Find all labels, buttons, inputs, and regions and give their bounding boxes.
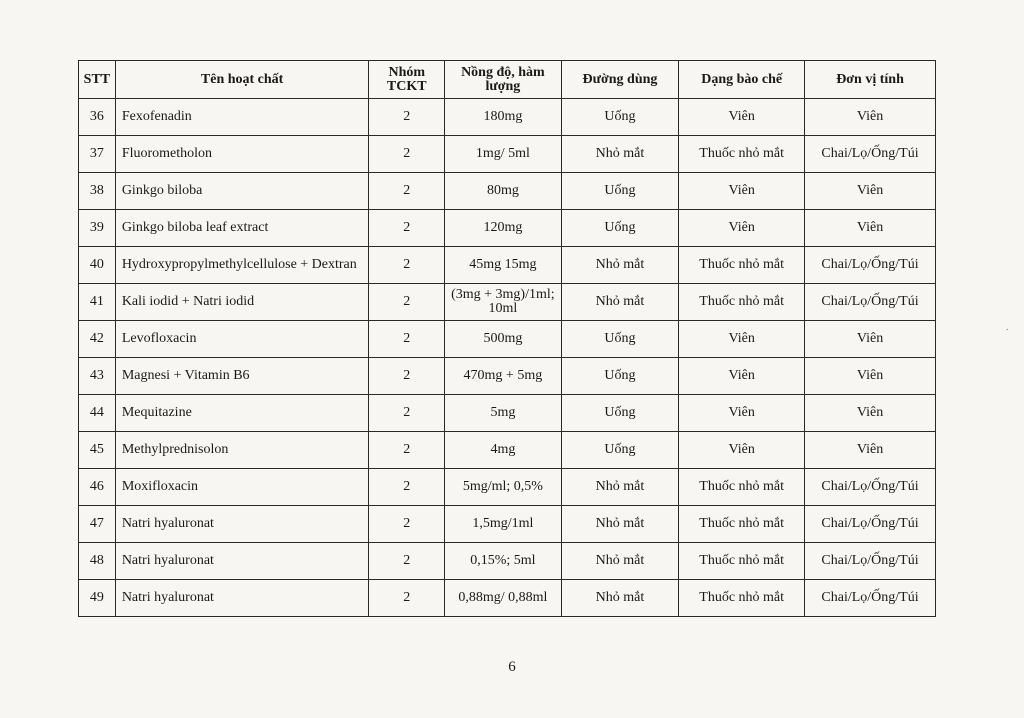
cell-unit: Viên [805,210,936,247]
cell-form: Thuốc nhỏ mắt [679,469,805,506]
cell-stt: 49 [79,580,116,617]
cell-concentration: 5mg [445,395,562,432]
cell-name: Kali iodid + Natri iodid [115,284,369,321]
cell-unit: Viên [805,173,936,210]
cell-concentration: 80mg [445,173,562,210]
cell-form: Thuốc nhỏ mắt [679,506,805,543]
cell-concentration: 45mg 15mg [445,247,562,284]
cell-route: Uống [561,99,679,136]
cell-group: 2 [369,432,445,469]
cell-concentration: 470mg + 5mg [445,358,562,395]
cell-name: Methylprednisolon [115,432,369,469]
header-group: Nhóm TCKT [369,61,445,99]
cell-form: Viên [679,99,805,136]
cell-group: 2 [369,210,445,247]
header-route: Đường dùng [561,61,679,99]
cell-group: 2 [369,99,445,136]
table-row [79,580,936,617]
cell-form: Viên [679,395,805,432]
cell-unit: Chai/Lọ/Ống/Túi [805,469,936,506]
cell-stt: 46 [79,469,116,506]
table-row [79,543,936,580]
cell-unit: Chai/Lọ/Ống/Túi [805,247,936,284]
table-row [79,506,936,543]
cell-name: Hydroxypropylmethylcellulose + Dextran [115,247,369,284]
cell-concentration: 0,15%; 5ml [445,543,562,580]
cell-stt: 36 [79,99,116,136]
cell-route: Uống [561,432,679,469]
cell-route: Nhỏ mắt [561,136,679,173]
cell-form: Viên [679,432,805,469]
cell-name: Fexofenadin [115,99,369,136]
cell-name: Ginkgo biloba [115,173,369,210]
cell-name: Mequitazine [115,395,369,432]
cell-stt: 40 [79,247,116,284]
cell-form: Viên [679,210,805,247]
cell-form: Thuốc nhỏ mắt [679,247,805,284]
cell-unit: Chai/Lọ/Ống/Túi [805,136,936,173]
cell-stt: 44 [79,395,116,432]
table-row [79,469,936,506]
cell-form: Thuốc nhỏ mắt [679,580,805,617]
table-row [79,358,936,395]
table-row [79,247,936,284]
cell-unit: Viên [805,432,936,469]
cell-name: Fluorometholon [115,136,369,173]
page-number: 6 [508,659,516,675]
cell-stt: 45 [79,432,116,469]
cell-route: Nhỏ mắt [561,284,679,321]
cell-concentration: 5mg/ml; 0,5% [445,469,562,506]
cell-group: 2 [369,543,445,580]
cell-unit: Viên [805,99,936,136]
table-row [79,395,936,432]
cell-form: Thuốc nhỏ mắt [679,543,805,580]
cell-stt: 43 [79,358,116,395]
header-name: Tên hoạt chất [115,61,369,99]
table-row [79,432,936,469]
drug-list-table [78,60,936,617]
cell-name: Natri hyaluronat [115,580,369,617]
cell-concentration: 1mg/ 5ml [445,136,562,173]
table-row [79,210,936,247]
cell-stt: 39 [79,210,116,247]
cell-route: Nhỏ mắt [561,580,679,617]
cell-route: Uống [561,395,679,432]
cell-group: 2 [369,358,445,395]
cell-stt: 48 [79,543,116,580]
cell-name: Ginkgo biloba leaf extract [115,210,369,247]
cell-route: Nhỏ mắt [561,543,679,580]
cell-name: Magnesi + Vitamin B6 [115,358,369,395]
cell-concentration: 0,88mg/ 0,88ml [445,580,562,617]
cell-route: Uống [561,358,679,395]
table-body [79,99,936,617]
cell-stt: 38 [79,173,116,210]
cell-group: 2 [369,284,445,321]
cell-unit: Viên [805,321,936,358]
header-form: Dạng bào chế [679,61,805,99]
cell-form: Viên [679,321,805,358]
cell-name: Natri hyaluronat [115,506,369,543]
cell-route: Nhỏ mắt [561,506,679,543]
cell-group: 2 [369,321,445,358]
cell-route: Uống [561,210,679,247]
cell-unit: Chai/Lọ/Ống/Túi [805,580,936,617]
cell-form: Thuốc nhỏ mắt [679,284,805,321]
cell-name: Moxifloxacin [115,469,369,506]
cell-stt: 42 [79,321,116,358]
cell-stt: 47 [79,506,116,543]
cell-concentration: 180mg [445,99,562,136]
cell-concentration: 1,5mg/1ml [445,506,562,543]
cell-group: 2 [369,469,445,506]
cell-group: 2 [369,506,445,543]
cell-name: Natri hyaluronat [115,543,369,580]
cell-group: 2 [369,395,445,432]
cell-concentration: 120mg [445,210,562,247]
table-row [79,99,936,136]
header-unit: Đơn vị tính [805,61,936,99]
cell-group: 2 [369,173,445,210]
cell-form: Thuốc nhỏ mắt [679,136,805,173]
cell-stt: 37 [79,136,116,173]
cell-group: 2 [369,136,445,173]
cell-route: Nhỏ mắt [561,469,679,506]
cell-unit: Viên [805,395,936,432]
cell-route: Uống [561,321,679,358]
table-row [79,136,936,173]
table-row [79,173,936,210]
cell-form: Viên [679,173,805,210]
cell-group: 2 [369,247,445,284]
cell-unit: Chai/Lọ/Ống/Túi [805,284,936,321]
margin-mark: . [1006,322,1009,332]
table-row [79,284,936,321]
table-row [79,321,936,358]
cell-unit: Viên [805,358,936,395]
cell-name: Levofloxacin [115,321,369,358]
cell-route: Nhỏ mắt [561,247,679,284]
cell-stt: 41 [79,284,116,321]
cell-route: Uống [561,173,679,210]
cell-group: 2 [369,580,445,617]
table-header-row [79,61,936,99]
cell-form: Viên [679,358,805,395]
header-concentration: Nồng độ, hàm lượng [445,61,562,99]
cell-unit: Chai/Lọ/Ống/Túi [805,506,936,543]
cell-unit: Chai/Lọ/Ống/Túi [805,543,936,580]
header-stt: STT [79,61,116,99]
cell-concentration: 500mg [445,321,562,358]
cell-concentration: (3mg + 3mg)/1ml; 10ml [445,284,562,321]
cell-concentration: 4mg [445,432,562,469]
